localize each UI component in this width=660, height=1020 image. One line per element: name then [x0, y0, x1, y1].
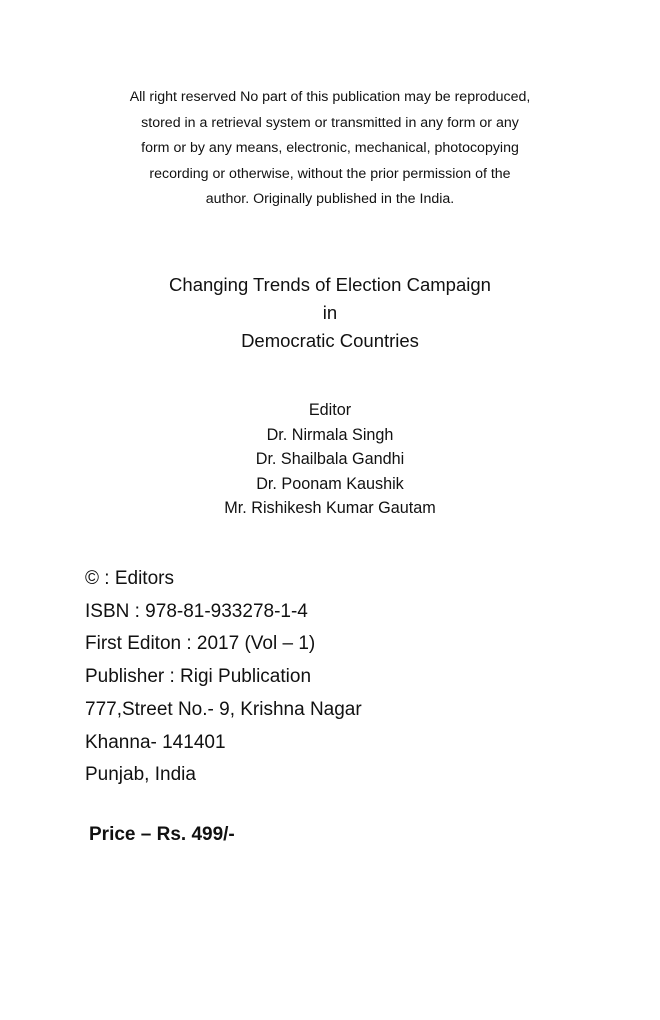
edition: First Editon : 2017 (Vol – 1) [85, 633, 316, 655]
address-city: Khanna- 141401 [85, 731, 226, 753]
copyright-notice [0, 85, 660, 213]
editor-name: Dr. Shailbala Gandhi [255, 450, 405, 469]
editor-name: Dr. Poonam Kaushik [256, 474, 404, 493]
notice-line: recording or otherwise, without the prior permission of the [149, 165, 511, 182]
title-line: Changing Trends of Election Campaign [169, 274, 491, 295]
editors-block [0, 398, 660, 521]
editors-heading: Editor [308, 401, 352, 419]
price: Price – Rs. 499/- [89, 824, 235, 845]
address-state: Punjab, India [85, 764, 196, 786]
title-line: Democratic Countries [241, 330, 419, 351]
imprint-details [85, 563, 362, 792]
copyright-holder: © : Editors [85, 568, 174, 589]
notice-line: form or by any means, electronic, mechanical, photocopying [141, 140, 519, 156]
editor-name: Dr. Nirmala Singh [266, 425, 394, 444]
address-street: 777,Street No.- 9, Krishna Nagar [85, 698, 362, 720]
editor-name: Mr. Rishikesh Kumar Gautam [224, 499, 436, 518]
book-title [0, 271, 660, 355]
notice-line: All right reserved No part of this publication may be reproduced, [129, 89, 531, 105]
publisher: Publisher : Rigi Publication [85, 666, 312, 688]
notice-line: author. Originally published in the India. [205, 191, 455, 207]
isbn: ISBN : 978-81-933278-1-4 [85, 600, 308, 622]
notice-line: stored in a retrieval system or transmitted in any form or any [141, 114, 519, 131]
title-line: in [322, 302, 338, 323]
